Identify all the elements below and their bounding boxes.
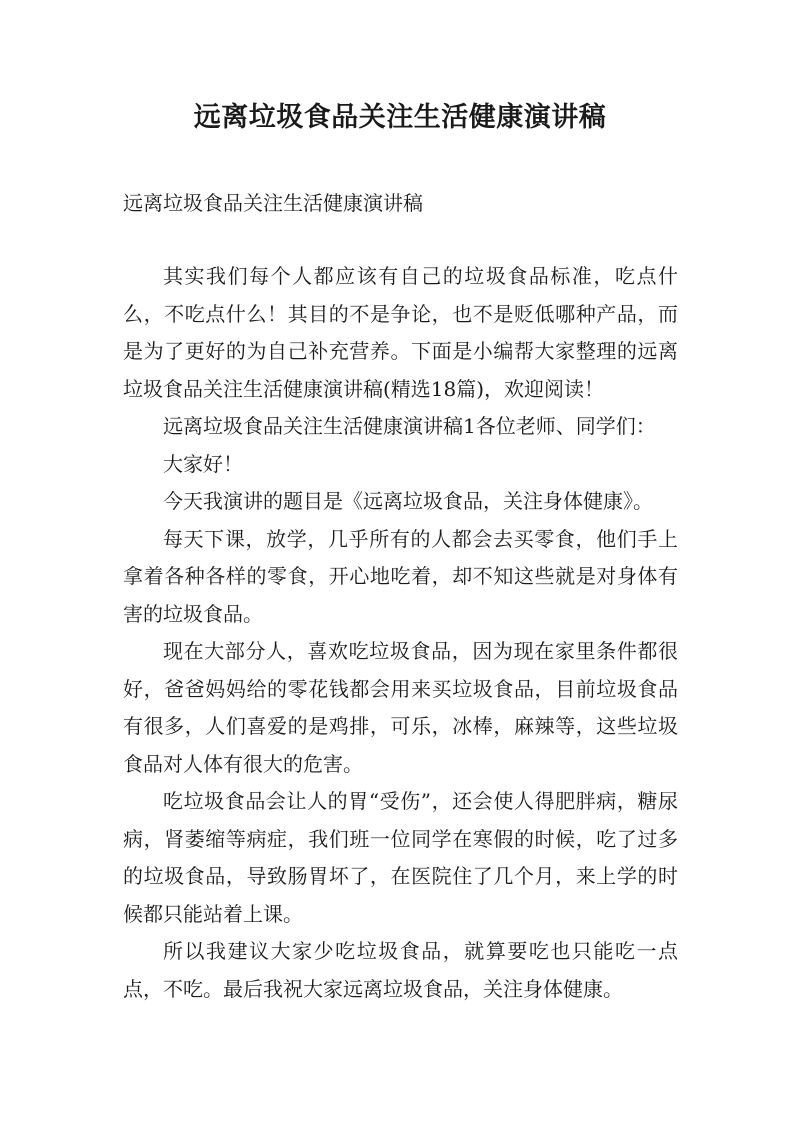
document-subtitle: 远离垃圾食品关注生活健康演讲稿 (123, 191, 423, 215)
paragraph-speech-heading: 远离垃圾食品关注生活健康演讲稿1各位老师、同学们： (163, 414, 656, 438)
document-body (123, 258, 678, 1008)
paragraph-popularity: 现在大部分人，喜欢吃垃圾食品，因为现在家里条件都很好，爸爸妈妈给的零花钱都会用来买垃圾食品，目前垃圾食品有很多，人们喜爱的是鸡排，可乐，冰棒，麻辣等，这些垃圾食品对人体有很大的危害。 (123, 639, 678, 776)
paragraph-topic: 今天我演讲的题目是《远离垃圾食品，关注身体健康》。 (163, 489, 653, 513)
paragraph-snacks: 每天下课，放学，几乎所有的人都会去买零食，他们手上拿着各种各样的零食，开心地吃着，却不知这些就是对身体有害的垃圾食品。 (123, 526, 678, 626)
document-title: 远离垃圾食品关注生活健康演讲稿 (193, 102, 607, 133)
paragraph-intro: 其实我们每个人都应该有自己的垃圾食品标准，吃点什么，不吃点什么！其目的不是争论，也不是贬低哪种产品，而是为了更好的为自己补充营养。下面是小编帮大家整理的远离垃圾食品关注生活健康演讲稿(精选18篇)，欢迎阅读！ (123, 264, 678, 401)
paragraph-conclusion: 所以我建议大家少吃垃圾食品，就算要吃也只能吃一点点，不吃。最后我祝大家远离垃圾食品，关注身体健康。 (123, 939, 678, 1001)
paragraph-greeting: 大家好！ (163, 451, 243, 476)
paragraph-harm: 吃垃圾食品会让人的胃“受伤”，还会使人得肥胖病，糖尿病，肾萎缩等病症，我们班一位同学在寒假的时候，吃了过多的垃圾食品，导致肠胃坏了，在医院住了几个月，来上学的时候都只能站着上课。 (123, 789, 678, 926)
